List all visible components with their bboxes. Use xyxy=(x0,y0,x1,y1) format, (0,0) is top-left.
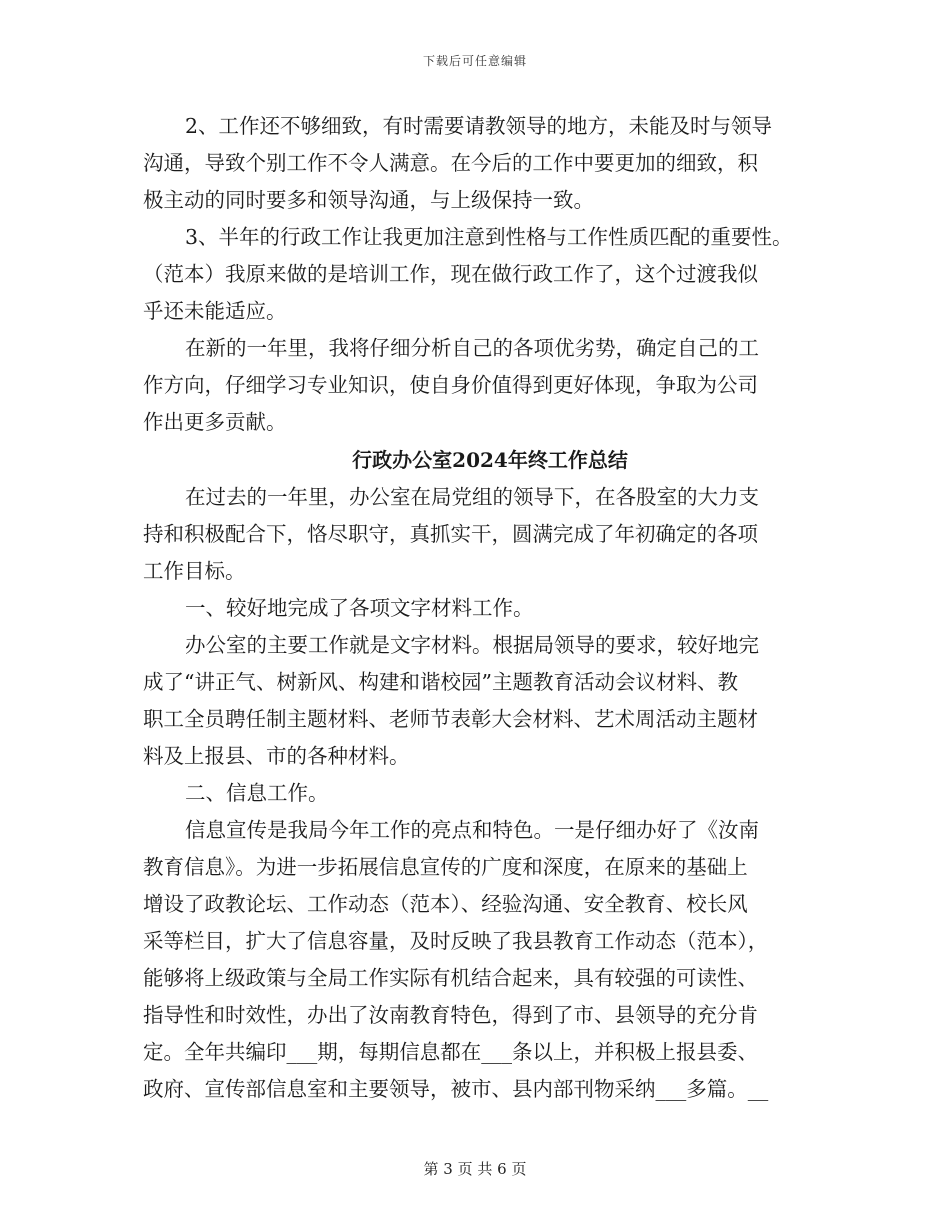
paragraph-line: 增设了政教论坛、工作动态（范本）、经验沟通、安全教育、校长风 xyxy=(143,892,748,916)
paragraph-line: 乎还未能适应。 xyxy=(143,299,287,323)
paragraph-line: 政府、宣传部信息室和主要领导，被市、县内部刊物采纳___多篇。__ xyxy=(143,1077,769,1101)
section-heading: 二、信息工作。 xyxy=(185,781,329,805)
paragraph-line: 能够将上级政策与全局工作实际有机结合起来，具有较强的可读性、 xyxy=(143,966,758,990)
paragraph-line: 办公室的主要工作就是文字材料。根据局领导的要求，较好地完 xyxy=(185,633,759,657)
paragraph-line: 料及上报县、市的各种材料。 xyxy=(143,744,410,768)
paragraph-line: 作出更多贡献。 xyxy=(143,410,287,434)
section-heading: 一、较好地完成了各项文字材料工作。 xyxy=(185,596,534,620)
paragraph-line: 成了“讲正气、树新风、构建和谐校园”主题教育活动会议材料、教 xyxy=(143,670,738,694)
paragraph-line: 3、半年的行政工作让我更加注意到性格与工作性质匹配的重要性。 xyxy=(185,225,793,249)
paragraph-line: 持和积极配合下，恪尽职守，真抓实干，圆满完成了年初确定的各项 xyxy=(143,522,758,546)
paragraph-line: 采等栏目，扩大了信息容量，及时反映了我县教育工作动态（范本）， xyxy=(143,929,769,953)
paragraph-line: 工作目标。 xyxy=(143,559,246,583)
paragraph-line: 职工全员聘任制主题材料、老师节表彰大会材料、艺术周活动主题材 xyxy=(143,707,758,731)
paragraph-line: 在新的一年里，我将仔细分析自己的各项优劣势，确定自己的工 xyxy=(185,336,759,360)
paragraph-line: 2、工作还不够细致，有时需要请教领导的地方，未能及时与领导 xyxy=(185,114,773,138)
paragraph-line: 在过去的一年里，办公室在局党组的领导下，在各股室的大力支 xyxy=(185,485,759,509)
paragraph-line: 信息宣传是我局今年工作的亮点和特色。一是仔细办好了《汝南 xyxy=(185,818,759,842)
document-body xyxy=(143,108,807,1108)
paragraph-line: 定。全年共编印___期，每期信息都在___条以上，并积极上报县委、 xyxy=(143,1040,758,1064)
page-header: 下载后可任意编辑 xyxy=(422,54,527,68)
paragraph-line: 教育信息》。为进一步拓展信息宣传的广度和深度，在原来的基础上 xyxy=(143,855,748,879)
section-title: 行政办公室2024年终工作总结 xyxy=(352,448,628,472)
paragraph-line: 极主动的同时要多和领导沟通，与上级保持一致。 xyxy=(143,188,594,212)
paragraph-line: 沟通，导致个别工作不令人满意。在今后的工作中要更加的细致，积 xyxy=(143,151,758,175)
paragraph-line: 指导性和时效性，办出了汝南教育特色，得到了市、县领导的充分肯 xyxy=(143,1003,758,1027)
paragraph-line: （范本）我原来做的是培训工作，现在做行政工作了，这个过渡我似 xyxy=(143,262,758,286)
paragraph-line: 作方向，仔细学习专业知识，使自身价值得到更好体现，争取为公司 xyxy=(143,373,758,397)
page-number: 第 3 页 共 6 页 xyxy=(423,1160,527,1178)
